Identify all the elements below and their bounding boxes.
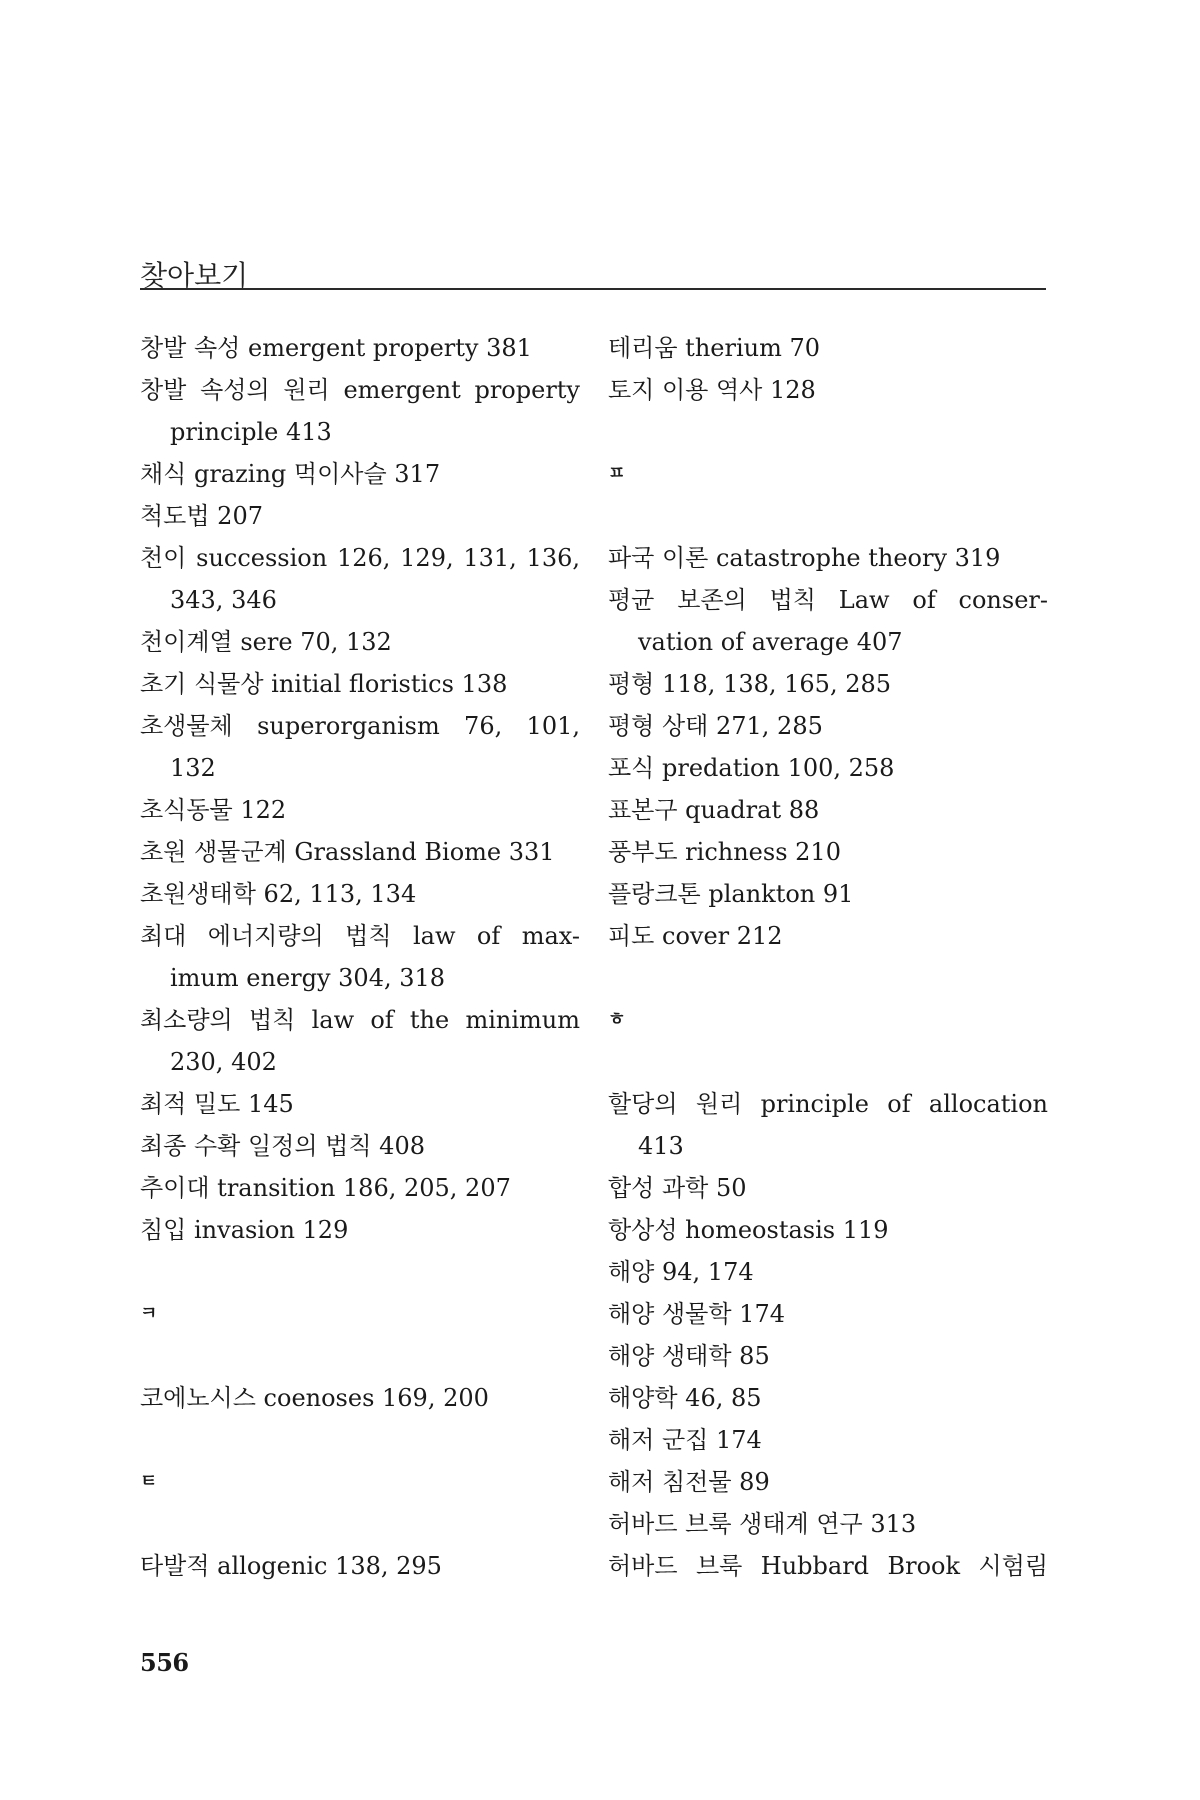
index-entry-text: 평형 118, 138, 165, 285 (608, 670, 892, 698)
index-entry (608, 789, 1048, 831)
index-entry (140, 1125, 580, 1167)
index-entry-continuation: principle 413 (170, 418, 332, 446)
index-entry-text: 초생물체 superorganism 76, 101, (140, 712, 580, 740)
index-entry (608, 369, 1048, 411)
index-entry (608, 747, 1048, 789)
page-number: 556 (140, 1648, 189, 1677)
index-entry (608, 1251, 1048, 1293)
index-entry-text: 추이대 transition 186, 205, 207 (140, 1174, 511, 1202)
index-entry (140, 1545, 580, 1587)
index-entry-text: 침입 invasion 129 (140, 1216, 349, 1244)
index-entry-text: 초원 생물군계 Grassland Biome 331 (140, 838, 555, 866)
index-entry (608, 1461, 1048, 1503)
section-heading: ㅋ (140, 1303, 158, 1324)
section-spacer (140, 1335, 580, 1377)
index-entry-text: 해양 생태학 85 (608, 1342, 770, 1370)
index-entry (608, 1209, 1048, 1251)
section-heading: ㅍ (608, 463, 626, 484)
index-entry (140, 327, 580, 369)
index-entry (140, 1377, 580, 1419)
index-entry-text: 채식 grazing 먹이사슬 317 (140, 460, 441, 488)
section-spacer (140, 1503, 580, 1545)
index-entry-text: 창발 속성 emergent property 381 (140, 334, 532, 362)
index-entry (140, 705, 580, 789)
index-entry-text: 해저 군집 174 (608, 1426, 762, 1454)
index-entry-continuation: 413 (638, 1132, 684, 1160)
index-entry (140, 1167, 580, 1209)
index-entry-text: 플랑크톤 plankton 91 (608, 880, 854, 908)
index-entry (608, 705, 1048, 747)
running-header: 찾아보기 (140, 259, 249, 292)
index-entry-text: 항상성 homeostasis 119 (608, 1216, 889, 1244)
index-entry (140, 663, 580, 705)
section-heading: ㅎ (608, 1009, 626, 1030)
index-entry-text: 천이계열 sere 70, 132 (140, 628, 392, 656)
index-entry-continuation: vation of average 407 (638, 628, 903, 656)
index-entry (140, 1209, 580, 1251)
index-entry-text: 표본구 quadrat 88 (608, 796, 820, 824)
index-entry (608, 663, 1048, 705)
section-spacer (608, 495, 1048, 537)
index-entry (140, 915, 580, 999)
index-entry (608, 873, 1048, 915)
header-rule (140, 288, 1046, 290)
index-entry (140, 873, 580, 915)
index-entry-text: 최대 에너지량의 법칙 law of max- (140, 922, 580, 950)
index-entry-text: 파국 이론 catastrophe theory 319 (608, 544, 1001, 572)
index-entry-text: 평형 상태 271, 285 (608, 712, 823, 740)
index-entry (608, 1293, 1048, 1335)
index-entry-text: 최소량의 법칙 law of the minimum (140, 1006, 580, 1034)
index-entry-text: 허바드 브룩 Hubbard Brook 시험림 (608, 1552, 1048, 1580)
index-entry-text: 초원생태학 62, 113, 134 (140, 880, 417, 908)
section-spacer (140, 1251, 580, 1293)
index-entry-continuation: imum energy 304, 318 (170, 964, 446, 992)
index-entry (608, 327, 1048, 369)
index-entry-text: 피도 cover 212 (608, 922, 783, 950)
index-entry (140, 999, 580, 1083)
index-entry (140, 537, 580, 621)
index-entry (608, 537, 1048, 579)
index-entry (140, 369, 580, 453)
index-entry-text: 할당의 원리 principle of allocation (608, 1090, 1048, 1118)
index-entry (608, 831, 1048, 873)
index-entry-text: 타발적 allogenic 138, 295 (140, 1552, 442, 1580)
index-entry-text: 포식 predation 100, 258 (608, 754, 895, 782)
index-entry-text: 토지 이용 역사 128 (608, 376, 816, 404)
index-column-right (608, 327, 1048, 1587)
index-entry (608, 1503, 1048, 1545)
index-entry (608, 1335, 1048, 1377)
index-entry-text: 최종 수확 일정의 법칙 408 (140, 1132, 425, 1160)
index-entry (608, 915, 1048, 957)
index-entry-text: 척도법 207 (140, 502, 263, 530)
index-entry (140, 1083, 580, 1125)
index-entry (140, 453, 580, 495)
index-entry-text: 해양 94, 174 (608, 1258, 754, 1286)
index-entry (608, 579, 1048, 663)
section-heading: ㅌ (140, 1471, 158, 1492)
index-entry (140, 621, 580, 663)
index-entry-continuation: 230, 402 (170, 1048, 277, 1076)
index-entry (608, 1377, 1048, 1419)
index-entry-continuation: 343, 346 (170, 586, 277, 614)
index-entry-text: 천이 succession 126, 129, 131, 136, (140, 544, 580, 572)
index-entry-text: 코에노시스 coenoses 169, 200 (140, 1384, 489, 1412)
index-entry (608, 1545, 1048, 1587)
index-entry-text: 평균 보존의 법칙 Law of conser- (608, 586, 1048, 614)
index-entry (608, 1083, 1048, 1167)
section-spacer (140, 1419, 580, 1461)
index-entry (140, 495, 580, 537)
section-spacer (608, 411, 1048, 453)
index-entry-text: 해저 침전물 89 (608, 1468, 770, 1496)
index-entry-text: 최적 밀도 145 (140, 1090, 294, 1118)
index-entry (140, 789, 580, 831)
index-entry (608, 1419, 1048, 1461)
index-entry-text: 풍부도 richness 210 (608, 838, 841, 866)
index-entry-text: 허바드 브룩 생태계 연구 313 (608, 1510, 917, 1538)
index-entry-text: 테리움 therium 70 (608, 334, 821, 362)
section-spacer (608, 1041, 1048, 1083)
section-spacer (608, 957, 1048, 999)
index-entry (608, 1167, 1048, 1209)
index-entry-text: 해양학 46, 85 (608, 1384, 762, 1412)
index-entry-text: 초기 식물상 initial floristics 138 (140, 670, 508, 698)
index-entry-text: 합성 과학 50 (608, 1174, 747, 1202)
index-entry-text: 창발 속성의 원리 emergent property (140, 376, 580, 404)
index-entry-continuation: 132 (170, 754, 216, 782)
index-entry-text: 해양 생물학 174 (608, 1300, 785, 1328)
index-column-left (140, 327, 580, 1587)
index-entry (140, 831, 580, 873)
index-entry-text: 초식동물 122 (140, 796, 287, 824)
